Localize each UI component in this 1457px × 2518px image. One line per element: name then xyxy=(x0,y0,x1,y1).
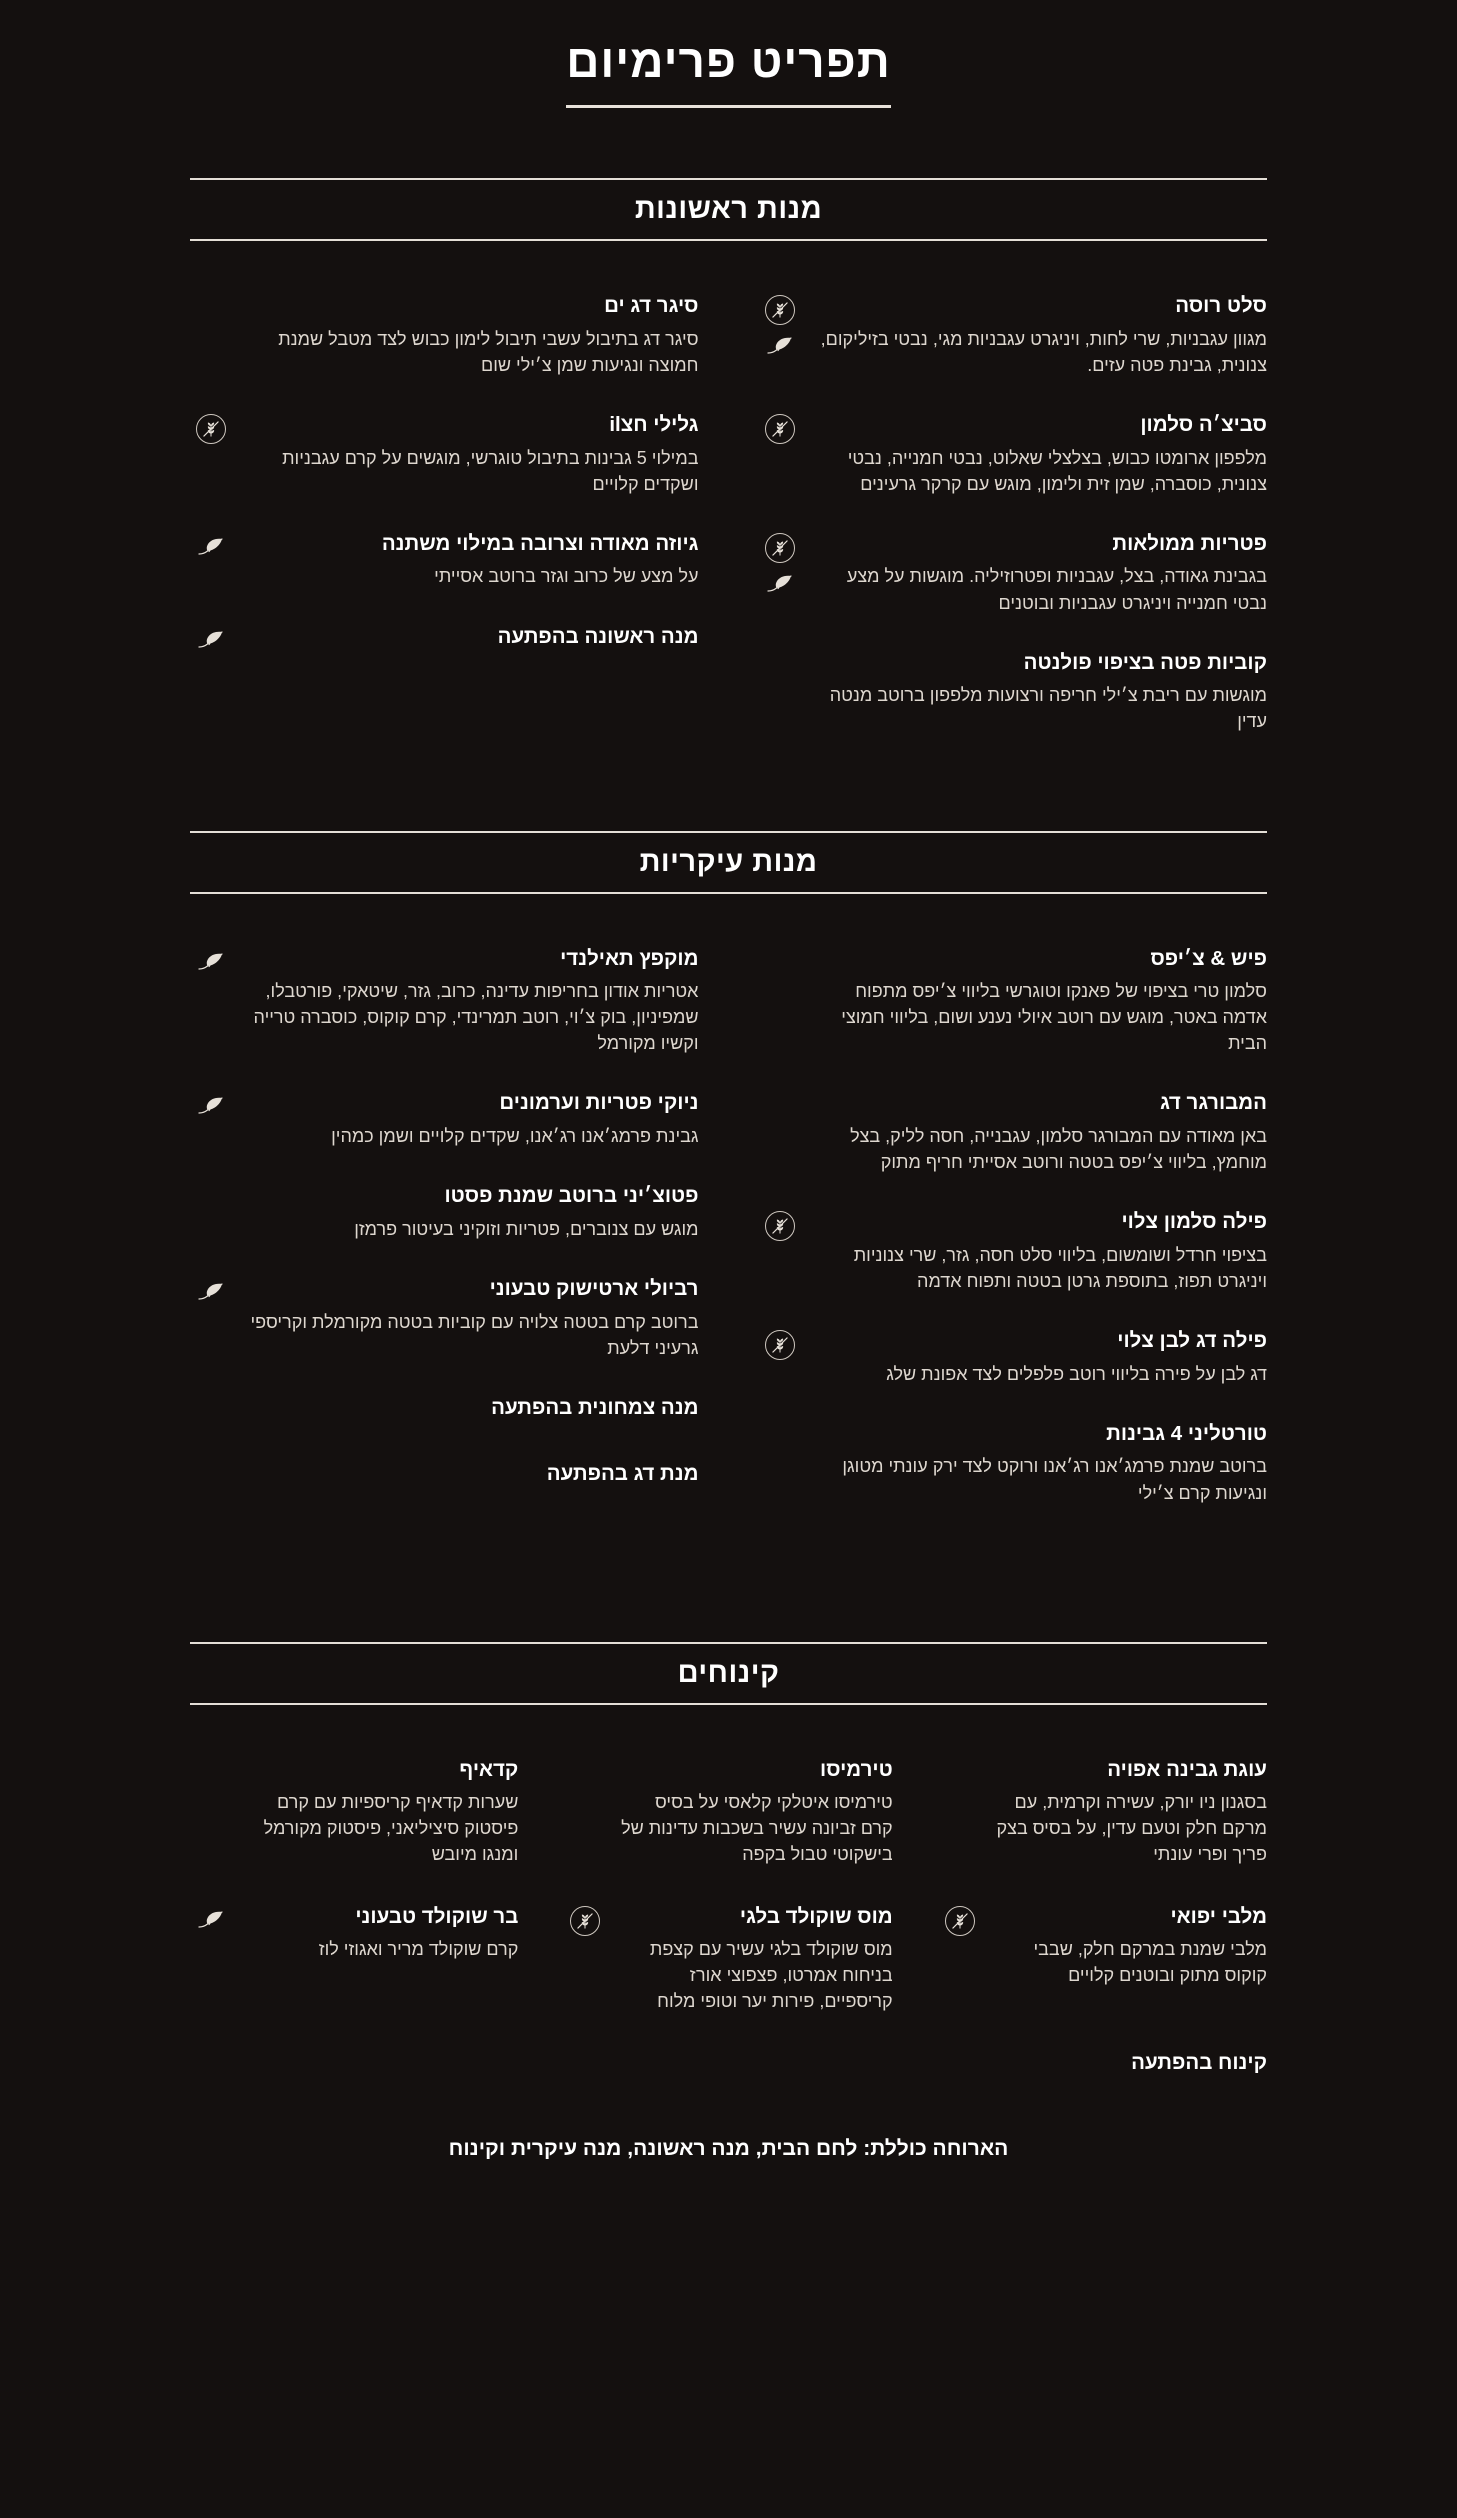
dish-icons xyxy=(939,1757,981,1759)
dish-icons xyxy=(759,1328,801,1360)
dish-name: מלבי יפואי xyxy=(1170,1904,1267,1928)
dish-text xyxy=(813,946,1268,1057)
dish-name: פילה דג לבן צלוי xyxy=(1117,1329,1267,1353)
dish-icons xyxy=(190,946,232,974)
dish-name: סיגר דג ים xyxy=(604,294,699,318)
dish-icons xyxy=(759,1090,801,1092)
dish-text xyxy=(244,1276,699,1361)
section-title-desserts: קינוחים xyxy=(677,1656,780,1689)
footer-note: הארוחה כוללת: לחם הבית, מנה ראשונה, מנה עיקרית וקינוח xyxy=(448,2137,1009,2161)
dish-item xyxy=(759,293,1268,378)
dish-description: בגבינת גאודה, בצל, עגבניות ופטרוזיליה. מוגשות על מצע נבטי חמנייה ויניגרט עגבניות ובוטנים xyxy=(846,566,1267,613)
dish-text xyxy=(813,650,1268,735)
dessert-row-1 xyxy=(190,1757,1267,1904)
dish-item xyxy=(190,531,699,590)
dish-description: סיגר דג בתיבול עשבי תיבול לימון כבוש לצד מטבל שמנת חמוצה ונגיעות שמן צ׳ילי שום xyxy=(278,328,699,375)
dish-name: פיש & צ׳יפס xyxy=(1150,946,1267,970)
vegan-leaf-icon xyxy=(764,570,796,596)
section-mains xyxy=(0,831,1457,1540)
dessert-item xyxy=(190,1757,518,1868)
dish-item xyxy=(190,1183,699,1242)
dish-text xyxy=(244,624,699,657)
gluten-free-icon xyxy=(765,533,795,563)
section-starters xyxy=(0,178,1457,768)
dish-icons xyxy=(564,1904,606,1936)
dessert-item xyxy=(190,1904,518,2015)
dish-icons xyxy=(759,1209,801,1241)
dish-name: קינוח בהפתעה xyxy=(1131,2051,1267,2075)
dish-name: בר שוקולד טבעוני xyxy=(355,1904,519,1928)
dish-icons xyxy=(190,1090,232,1118)
dish-text xyxy=(813,412,1268,497)
column-right-starters xyxy=(759,293,1268,768)
dish-text xyxy=(244,412,699,497)
dish-item xyxy=(759,650,1268,735)
dish-icons xyxy=(190,293,232,295)
dish-text xyxy=(813,1209,1268,1294)
dish-text xyxy=(244,1757,518,1868)
dish-text xyxy=(244,1090,699,1149)
dish-name: פטוצ׳יני ברוטב שמנת פסטו xyxy=(444,1184,699,1208)
dish-name: מנה צמחונית בהפתעה xyxy=(491,1395,699,1419)
dish-description: על מצע של כרוב וגזר ברוטב אסייתי xyxy=(434,566,699,587)
dish-name: קוביות פטה בציפוי פולנטה xyxy=(1023,650,1267,674)
gluten-free-icon xyxy=(765,295,795,325)
dish-icons xyxy=(190,531,232,559)
dish-item xyxy=(190,1276,699,1361)
dish-icons xyxy=(759,412,801,444)
dish-description: ברוטב קרם בטטה צלויה עם קוביות בטטה מקורמלת וקריספי גרעיני דלעת xyxy=(250,1311,699,1358)
dish-icons xyxy=(759,650,801,652)
dessert-item xyxy=(564,1904,892,2015)
dessert-item xyxy=(564,1757,892,1868)
vegan-leaf-icon xyxy=(195,1906,227,1932)
vegan-leaf-icon xyxy=(195,1092,227,1118)
dish-name: עוגת גבינה אפויה xyxy=(1107,1757,1267,1781)
gluten-free-icon xyxy=(196,414,226,444)
dish-text xyxy=(813,1090,1268,1175)
dish-description: מלבי שמנת במרקם חלק, שבבי קוקוס מתוק ובוטנים קלויים xyxy=(1033,1939,1267,1986)
dish-text xyxy=(993,1757,1267,1868)
column-left-mains xyxy=(190,946,699,1540)
dish-icons xyxy=(190,624,232,652)
dish-icons xyxy=(190,1276,232,1304)
dish-text xyxy=(993,1904,1267,1989)
section-gap xyxy=(0,769,1457,831)
vegan-leaf-icon xyxy=(195,1278,227,1304)
dish-description: מוגש עם צנוברים, פטריות וזוקיני בעיטור פרמזן xyxy=(354,1218,699,1239)
page-title: תפריט פרימיום xyxy=(566,34,891,108)
gluten-free-icon xyxy=(765,414,795,444)
dish-description: ברוטב שמנת פרמג׳אנו רג׳אנו ורוקט לצד ירק עונתי מטוגן ונגיעות קרם צ׳ילי xyxy=(842,1456,1267,1503)
dish-description: באן מאודה עם המבורגר סלמון, עגבנייה, חסה לליק, בצל מוחמץ, בליווי צ׳יפס בטטה ורוטב אסייתי חריף מתוק xyxy=(850,1126,1267,1173)
sections-root xyxy=(0,178,1457,1601)
dish-icons xyxy=(190,1904,232,1932)
dish-text xyxy=(618,1757,892,1868)
dish-name: מוס שוקולד בלגי xyxy=(739,1904,893,1928)
gluten-free-icon xyxy=(945,1906,975,1936)
dish-name: פילה סלמון צלוי xyxy=(1121,1210,1267,1234)
dish-icons xyxy=(759,1421,801,1423)
dish-description: מלפפון ארומטו כבוש, בצלצלי שאלוט, נבטי חמנייה, נבטי צנונית, כוסברה, שמן זית ולימון, מוגש עם קרקר גרעינים xyxy=(847,447,1267,494)
dish-text xyxy=(244,946,699,1057)
dish-icons xyxy=(564,1757,606,1759)
dish-item xyxy=(190,293,699,378)
dish-text xyxy=(618,1904,892,2015)
section-header-starters xyxy=(190,178,1267,241)
dish-text xyxy=(244,1395,699,1428)
dish-item xyxy=(759,946,1268,1057)
section-header-mains xyxy=(190,831,1267,894)
dish-description: קרם שוקולד מריר ואגוזי לוז xyxy=(318,1939,519,1960)
column-left-starters xyxy=(190,293,699,768)
dish-item xyxy=(759,1328,1268,1387)
section-header-desserts xyxy=(190,1642,1267,1705)
dish-item xyxy=(759,412,1268,497)
dish-icons xyxy=(759,293,801,358)
dish-name: המבורגר דג xyxy=(1160,1091,1267,1115)
section-desserts xyxy=(0,1642,1457,2119)
dish-icons xyxy=(759,946,801,948)
dish-icons xyxy=(190,412,232,444)
vegan-leaf-icon xyxy=(195,626,227,652)
dish-icons xyxy=(939,1904,981,1936)
dish-icons xyxy=(190,1757,232,1759)
dish-text xyxy=(813,531,1268,616)
dish-description: אטריות אודון בחריפות עדינה, כרוב, גזר, שיטאקי, פורטבלו, שמפיניון, בוק צ׳וי, רוטב תמרינדי, קרם קוקוס, כוסברה טרייה וקשיו מקורמל xyxy=(253,981,699,1054)
dish-name: מוקפץ תאילנדי xyxy=(560,946,699,970)
dish-name: פטריות ממולאות xyxy=(1112,531,1267,555)
dish-text xyxy=(244,1461,699,1494)
dish-description: במילוי 5 גבינות בתיבול טוגרשי, מוגשים על קרם עגבניות ושקדים קלויים xyxy=(282,447,699,494)
gluten-free-icon xyxy=(570,1906,600,1936)
dish-name: טורטליני 4 גבינות xyxy=(1106,1421,1267,1445)
dessert-item xyxy=(939,1757,1267,1868)
dish-item xyxy=(190,1395,699,1428)
dish-name: מנה ראשונה בהפתעה xyxy=(497,624,699,648)
dish-item xyxy=(759,1421,1268,1506)
dish-description: סלמון טרי בציפוי של פאנקו וטוגרשי בליווי צ׳יפס מתפוח אדמה באטר, מוגש עם רוטב איולי נענע ושום, בליווי חמוצי הבית xyxy=(841,981,1267,1054)
dish-description: דג לבן על פירה בליווי רוטב פלפלים לצד אפונת שלג xyxy=(886,1363,1267,1384)
dish-icons xyxy=(190,1395,232,1397)
dish-name: ניוקי פטריות וערמונים xyxy=(499,1091,699,1115)
dish-text xyxy=(813,1328,1268,1387)
dish-text xyxy=(244,1904,518,1963)
dish-name: גלילי חצil xyxy=(609,413,699,437)
dish-item xyxy=(190,624,699,657)
vegan-leaf-icon xyxy=(195,948,227,974)
dish-name: טירמיסו xyxy=(820,1757,893,1781)
dish-text xyxy=(244,293,699,378)
dessert-row-2 xyxy=(190,1904,1267,2120)
dish-item xyxy=(759,1090,1268,1175)
dish-description: מוגשות עם ריבת צ׳ילי חריפה ורצועות מלפפון ברוטב מנטה עדין xyxy=(829,685,1267,732)
gluten-free-icon xyxy=(765,1330,795,1360)
column-right-mains xyxy=(759,946,1268,1540)
dish-text xyxy=(813,1421,1268,1506)
dish-name: רביולי ארטישוק טבעוני xyxy=(489,1276,699,1300)
dish-description: טירמיסו איטלקי קלאסי על בסיס קרם זביונה עשיר בשכבות עדינות של בישקוטי טבול בקפה xyxy=(621,1792,893,1865)
dish-grid-starters xyxy=(190,293,1267,768)
dish-description: בציפוי חרדל ושומשום, בליווי סלט חסה, גזר, שרי צנוניות ויניגרט תפוז, בתוספת גרטן בטטה ותפוח אדמה xyxy=(853,1244,1267,1291)
section-title-starters: מנות ראשונות xyxy=(634,193,823,226)
dish-name: סביצ׳ה סלמון xyxy=(1140,413,1267,437)
dish-description: מגוון עגבניות, שרי לחות, ויניגרט עגבניות מגי, נבטי בזיליקום, צנונית, גבינת פטה עזים. xyxy=(820,328,1267,375)
dish-grid-mains xyxy=(190,946,1267,1540)
vegan-leaf-icon xyxy=(195,533,227,559)
dish-icons xyxy=(190,1183,232,1185)
dish-icons xyxy=(190,1461,232,1463)
dish-text xyxy=(244,531,699,590)
dish-text xyxy=(244,1183,699,1242)
gluten-free-icon xyxy=(765,1211,795,1241)
vegan-leaf-icon xyxy=(764,332,796,358)
dish-item xyxy=(759,1209,1268,1294)
dessert-item xyxy=(939,1904,1267,2015)
dish-text xyxy=(993,2050,1267,2083)
dish-name: גיוזה מאודה וצרובה במילוי משתנה xyxy=(381,531,699,555)
dish-description: גבינת פרמג׳אנו רג׳אנו, שקדים קלויים ושמן כמהין xyxy=(331,1126,699,1147)
dish-item xyxy=(190,412,699,497)
dish-description: בסגנון ניו יורק, עשירה וקרמית, עם מרקם חלק וטעם עדין, על בסיס בצק פריך ופרי עונתי xyxy=(996,1792,1267,1865)
dish-item xyxy=(759,531,1268,616)
dish-name: מנת דג בהפתעה xyxy=(546,1462,699,1486)
section-title-mains: מנות עיקריות xyxy=(639,845,818,878)
dessert-item xyxy=(939,2050,1267,2083)
dish-description: שערות קדאיף קריספיות עם קרם פיסטוק סיציליאני, פיסטוק מקורמל ומנגו מיובש xyxy=(263,1792,519,1865)
dish-name: סלט רוסה xyxy=(1175,294,1267,318)
dish-name: קדאיף xyxy=(459,1757,519,1781)
dish-icons xyxy=(759,531,801,596)
dish-icons xyxy=(939,2050,981,2052)
dish-text xyxy=(813,293,1268,378)
dish-item xyxy=(190,1090,699,1149)
dish-description: מוס שוקולד בלגי עשיר עם קצפת בניחוח אמרטו, פצפוצי אורז קריספיים, פירות יער וטופי מלוח xyxy=(649,1939,893,2012)
section-gap xyxy=(0,1540,1457,1602)
dish-item xyxy=(190,1461,699,1494)
page-title-wrap xyxy=(0,34,1457,108)
dish-item xyxy=(190,946,699,1057)
